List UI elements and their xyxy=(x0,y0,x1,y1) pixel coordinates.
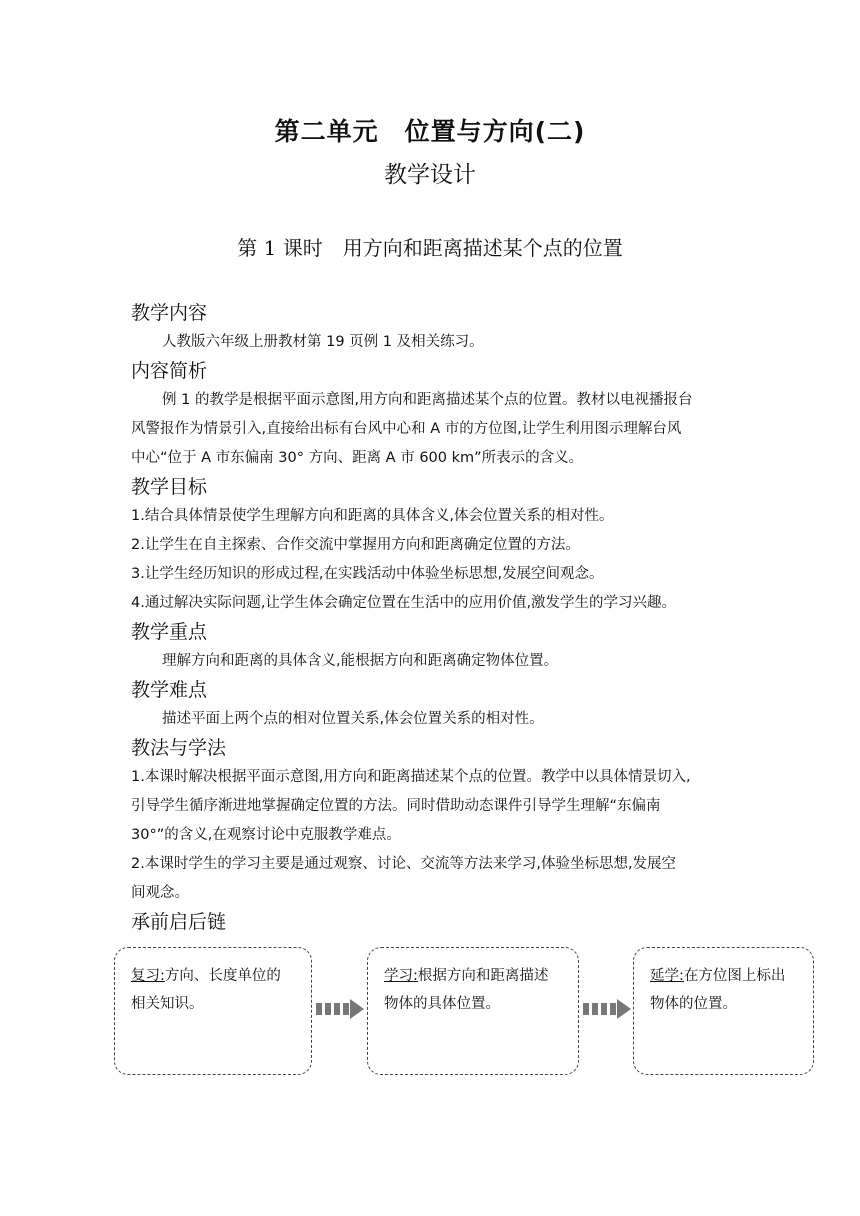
extend-box xyxy=(633,947,814,1075)
heading-difficulties: 教学难点 xyxy=(131,679,208,701)
methods-line: 引导学生循序渐进地掌握确定位置的方法。同时借助动态课件引导学生理解“东偏南 xyxy=(131,798,661,814)
extend-text: 在方位图上标出物体的位置。 xyxy=(650,968,786,1012)
analysis-line: 风警报作为情景引入,直接给出标有台风中心和 A 市的方位图,让学生利用图示理解台风 xyxy=(131,421,682,437)
heading-teaching-content: 教学内容 xyxy=(131,302,208,324)
document-subtitle: 教学设计 xyxy=(384,162,476,188)
extend-label: 延学: xyxy=(650,968,684,984)
heading-key-points: 教学重点 xyxy=(131,621,208,643)
review-label: 复习: xyxy=(131,968,165,984)
heading-chain: 承前启后链 xyxy=(131,911,227,933)
methods-line: 1.本课时解决根据平面示意图,用方向和距离描述某个点的位置。教学中以具体情景切入, xyxy=(131,769,691,785)
heading-content-analysis: 内容简析 xyxy=(131,360,208,382)
learn-text: 根据方向和距离描述物体的具体位置。 xyxy=(384,968,549,1012)
teaching-content-text: 人教版六年级上册教材第 19 页例 1 及相关练习。 xyxy=(162,334,484,350)
document-body xyxy=(131,299,731,937)
chain-flow xyxy=(114,947,814,1077)
methods-line: 30°”的含义,在观察讨论中克服教学难点。 xyxy=(131,827,401,843)
review-box xyxy=(114,947,312,1075)
goal-item: 4.通过解决实际问题,让学生体会确定位置在生活中的应用价值,激发学生的学习兴趣。 xyxy=(131,595,677,611)
heading-teaching-goals: 教学目标 xyxy=(131,476,208,498)
learn-box xyxy=(367,947,579,1075)
goal-item: 3.让学生经历知识的形成过程,在实践活动中体验坐标思想,发展空间观念。 xyxy=(131,566,604,582)
arrow-right-icon xyxy=(316,999,364,1019)
unit-title: 第二单元 位置与方向(二) xyxy=(274,117,586,146)
heading-methods: 教法与学法 xyxy=(131,737,227,759)
arrow-right-icon xyxy=(583,999,631,1019)
analysis-line: 中心“位于 A 市东偏南 30° 方向、距离 A 市 600 km”所表示的含义。 xyxy=(131,450,584,466)
goal-item: 2.让学生在自主探索、合作交流中掌握用方向和距离确定位置的方法。 xyxy=(131,537,580,553)
methods-line: 2.本课时学生的学习主要是通过观察、讨论、交流等方法来学习,体验坐标思想,发展空 xyxy=(131,856,677,872)
analysis-line: 例 1 的教学是根据平面示意图,用方向和距离描述某个点的位置。教材以电视播报台 xyxy=(162,392,693,408)
learn-label: 学习: xyxy=(384,968,418,984)
goal-item: 1.结合具体情景使学生理解方向和距离的具体含义,体会位置关系的相对性。 xyxy=(131,508,614,524)
review-text: 方向、长度单位的相关知识。 xyxy=(131,968,281,1012)
key-points-text: 理解方向和距离的具体含义,能根据方向和距离确定物体位置。 xyxy=(162,653,559,669)
lesson-title: 第 1 课时 用方向和距离描述某个点的位置 xyxy=(237,236,623,260)
difficulties-text: 描述平面上两个点的相对位置关系,体会位置关系的相对性。 xyxy=(162,711,544,727)
methods-line: 间观念。 xyxy=(131,885,189,901)
